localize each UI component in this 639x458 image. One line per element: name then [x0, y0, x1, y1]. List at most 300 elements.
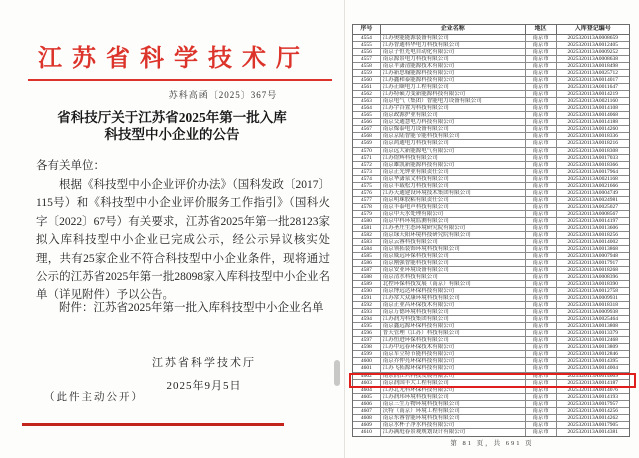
disclosure-note: （此件主动公开）: [44, 392, 144, 403]
table-row: [353, 239, 629, 246]
table-row: [353, 112, 629, 119]
serial-cell: 4595: [353, 323, 381, 329]
regno-cell: 2025320113A0014219: [567, 91, 619, 98]
company-name-cell: 南京中科环境监测有限公司: [381, 218, 526, 224]
table-row: [353, 126, 629, 133]
regno-cell: 2025320113A0014256: [567, 407, 619, 414]
serial-cell: 4587: [353, 267, 381, 273]
table-row: [353, 140, 629, 147]
regno-cell: 2025320113A0012846: [567, 351, 619, 358]
table-row: [353, 56, 629, 63]
company-name-cell: 南京润江兴科技发展有限公司: [381, 373, 526, 379]
serial-cell: 4600: [353, 358, 381, 364]
regno-cell: 2025320113A0018318: [567, 302, 619, 309]
company-name-cell: 江苏满庭春景观规划设计有限公司: [381, 429, 526, 436]
serial-cell: 4580: [353, 218, 381, 224]
company-name-cell: 江苏常大众康环境科技有限公司: [381, 295, 526, 301]
table-row: [353, 183, 629, 190]
table-row: [353, 302, 629, 309]
signature-block: [104, 354, 304, 393]
company-name-cell: 南京明珠胶粘有限责任公司: [381, 197, 526, 203]
region-cell: 南京市: [526, 365, 557, 371]
table-header-row: [353, 25, 629, 35]
regno-cell: 2025320113A0014076: [567, 386, 619, 393]
region-cell: 南京市: [526, 316, 557, 322]
region-cell: 南京市: [526, 63, 557, 69]
company-name-cell: 北控环保科技发展（南京）有限公司: [381, 281, 526, 287]
region-cell: 南京市: [526, 119, 557, 125]
serial-cell: 4607: [353, 408, 381, 414]
company-name-cell: 江苏中远春环保技术有限公司: [381, 344, 526, 350]
company-list-page: [345, 0, 639, 458]
company-name-cell: 江苏圣庄生态环境研究院有限公司: [381, 225, 526, 231]
table-row: [353, 35, 629, 42]
regno-cell: 2025320113A0018336: [567, 133, 619, 140]
serial-cell: 4555: [353, 42, 381, 48]
regno-cell: 2025320113A0018216: [567, 140, 619, 147]
serial-cell: 4565: [353, 112, 381, 118]
company-name-cell: 南京交通慧电力科技有限公司: [381, 119, 526, 125]
company-name-cell: 江苏宇谷置为科技有限公司: [381, 105, 526, 111]
serial-cell: 4561: [353, 84, 381, 90]
document-title: [26, 109, 318, 143]
bottom-red-rule: [22, 423, 284, 426]
regno-cell: 2025320113A0017957: [567, 400, 619, 407]
region-cell: 南京市: [526, 77, 557, 83]
regno-cell: 2025320113A0012468: [567, 337, 619, 344]
region-cell: 南京市: [526, 401, 557, 407]
serial-cell: 4603: [353, 380, 381, 386]
serial-cell: 4583: [353, 239, 381, 245]
table-row: [353, 365, 629, 372]
region-cell: 南京市: [526, 190, 557, 196]
table-row: [353, 63, 629, 70]
region-cell: 南京市: [526, 380, 557, 386]
company-name-cell: 南京绿天阳环境科技研究院有限公司: [381, 232, 526, 238]
table-row: [353, 105, 629, 112]
salutation: 各有关单位：: [36, 160, 105, 172]
body-paragraph: 根据《科技型中小企业评价办法》（国科发政〔2017〕115号）和《科技型中小企业评价服务工作指引》（国科火字〔2022〕67号）有关要求，江苏省2025年第一批28123家拟入库科技型中小企业已完成公示，经公示异议核实处理，共有25家企业不符合科技型中小企业条件，现将通过公示的江苏省2025年第一批28098家入库科技型中小企业名单（详见附件）予以公告。: [36, 179, 330, 302]
table-row: [353, 211, 629, 218]
region-cell: 南京市: [526, 140, 557, 146]
region-cell: 南京市: [526, 302, 557, 308]
serial-cell: 4562: [353, 91, 381, 97]
company-name-cell: 沃特（南京）环境工程有限公司: [381, 408, 526, 414]
serial-cell: 4601: [353, 365, 381, 371]
table-row: [353, 91, 629, 98]
region-cell: 南京市: [526, 351, 557, 357]
table-row: [353, 260, 629, 267]
table-row: [353, 119, 629, 126]
serial-cell: 4573: [353, 169, 381, 175]
table-row: [353, 351, 629, 358]
region-cell: 南京市: [526, 225, 557, 231]
regno-cell: 2025320113A0012405: [567, 42, 619, 49]
regno-cell: 2025320113A0025027: [567, 203, 619, 210]
company-name-cell: 江苏煜辉科技有限公司: [381, 155, 526, 161]
company-name-cell: 南京子恒光电自动化有限公司: [381, 49, 526, 55]
regno-cell: 2025320113A0021168: [567, 175, 618, 182]
table-row: [353, 148, 629, 155]
region-cell: 南京市: [526, 204, 557, 210]
company-name-cell: 南京万德环境科技有限公司: [381, 309, 526, 315]
serial-cell: 4585: [353, 253, 381, 259]
region-cell: 南京市: [526, 239, 557, 245]
serial-cell: 4592: [353, 302, 381, 308]
table-row: [353, 401, 629, 408]
table-row: [353, 162, 629, 169]
region-cell: 南京市: [526, 232, 557, 238]
table-row: [353, 155, 629, 162]
table-row: [353, 253, 629, 260]
company-name-cell: 南京源景电力科技有限公司: [381, 56, 526, 62]
company-name-cell: 南京水杯子净水科技有限公司: [381, 422, 526, 428]
company-name-cell: 南京乔仲亮环保科技有限公司: [381, 358, 526, 364]
table-row: [353, 267, 629, 274]
company-name-cell: 南京雄凯新能源科技有限公司: [381, 162, 526, 168]
regno-cell: 2025320113A0021666: [567, 182, 619, 189]
company-name-cell: 南京正光钟业有限责任公司: [381, 169, 526, 175]
serial-cell: 4589: [353, 281, 381, 287]
table-row: [353, 232, 629, 239]
region-cell: 南京市: [526, 218, 557, 224]
regno-cell: 2025320113A0013379: [567, 330, 619, 337]
company-name-cell: 江苏润玮环境科技有限公司: [381, 394, 526, 400]
regno-cell: 2025320113A0007948: [567, 252, 619, 259]
company-name-cell: 南京京陆智能节能科技有限公司: [381, 133, 526, 139]
region-cell: 南京市: [526, 387, 557, 393]
regno-cell: 2025320113A0014262: [567, 414, 619, 421]
region-cell: 南京市: [526, 344, 557, 350]
company-name-cell: 南京中天水处理有限公司: [381, 211, 526, 217]
serial-cell: 4588: [353, 274, 381, 280]
regno-cell: 2025320113A0017917: [567, 260, 619, 266]
company-name-cell: 南京刚强智能科技有限公司: [381, 260, 526, 266]
table-row: [353, 204, 629, 211]
regno-cell: 2025320113A0025712: [567, 70, 619, 77]
regno-cell: 2025320113A0014004: [567, 365, 619, 372]
regno-cell: 2025320113A0012758: [567, 288, 619, 295]
regno-cell: 2025320113A0004749: [567, 189, 619, 196]
table-row: [353, 225, 629, 232]
scrollbar-thumb[interactable]: [334, 360, 340, 386]
region-cell: 南京市: [526, 35, 557, 41]
region-cell: 南京市: [526, 288, 557, 294]
company-name-cell: 南京煤泰电力设备有限公司: [381, 126, 526, 132]
regno-cell: 2025320113A0017964: [567, 168, 619, 175]
table-row: [353, 288, 629, 295]
region-cell: 南京市: [526, 422, 557, 428]
region-cell: 南京市: [526, 183, 557, 189]
company-name-cell: 南京丰泰电声科技有限公司: [381, 204, 526, 210]
regno-cell: 2025320113A0009938: [567, 309, 619, 316]
region-cell: 南京市: [526, 394, 557, 400]
region-cell: 南京市: [526, 415, 557, 421]
regno-cell: 2025320113A0009931: [567, 295, 619, 302]
company-name-cell: 南京清水科技有限公司: [381, 274, 526, 280]
region-cell: 南京市: [526, 56, 557, 62]
company-name-cell: 南京远大新能源电气有限公司: [381, 148, 526, 154]
table-row: [353, 176, 629, 183]
region-cell: 南京市: [526, 274, 557, 280]
table-row: [353, 415, 629, 422]
serial-cell: 4604: [353, 387, 381, 393]
header-cell-company-name: 企业名称: [381, 25, 526, 34]
serial-cell: 4554: [353, 35, 381, 41]
regno-cell: 2025320113A0018256: [567, 231, 619, 238]
regno-cell: 2025320113A0021160: [567, 98, 618, 105]
regno-cell: 2025320113A0014260: [567, 126, 619, 133]
attachment-line: 附件：江苏省2025年第一批入库科技型中小企业名单: [59, 302, 324, 314]
regno-cell: 2025320113A0008638: [567, 56, 619, 63]
region-cell: 南京市: [526, 155, 557, 161]
table-row: [353, 408, 629, 415]
region-cell: 南京市: [526, 49, 557, 55]
regno-cell: 2025320113A0014002: [567, 238, 619, 245]
region-cell: 南京市: [526, 91, 557, 97]
regno-cell: 2025320113A0018308: [567, 147, 619, 154]
table-row: [353, 98, 629, 105]
serial-cell: 4579: [353, 211, 381, 217]
region-cell: 南京市: [526, 98, 557, 104]
regno-cell: 2025320113A0013868: [567, 245, 619, 252]
agency-name: 江苏省科学技术厅: [38, 46, 310, 72]
serial-cell: 4570: [353, 148, 381, 154]
regno-cell: 2025320113A0009252: [567, 49, 619, 56]
serial-cell: 4578: [353, 204, 381, 210]
serial-cell: 4586: [353, 260, 381, 266]
serial-cell: 4610: [353, 429, 381, 436]
table-row: [353, 49, 629, 56]
regno-cell: 2025320113A0018268: [567, 267, 619, 274]
sign-date: 2025年9月5日: [166, 380, 242, 392]
company-name-cell: 南京威远环保科技有限公司: [381, 253, 526, 259]
serial-cell: 4559: [353, 70, 381, 76]
regno-cell: 2025320113A0014193: [567, 393, 619, 400]
region-cell: 南京市: [526, 260, 557, 266]
company-name-cell: 江苏鑫和泰能源科技有限公司: [381, 77, 526, 83]
company-name-cell: 南京鸿通电力科技有限公司: [381, 140, 526, 146]
header-cell-serial: 序号: [353, 25, 381, 34]
table-row: [353, 309, 629, 316]
table-row: [353, 246, 629, 253]
region-cell: 南京市: [526, 169, 557, 175]
region-cell: 南京市: [526, 429, 557, 436]
table-row: [353, 316, 629, 323]
company-name-cell: 江苏奥能能源装备有限公司: [381, 35, 526, 41]
regno-cell: 2025320113A0013808: [567, 323, 619, 330]
signer-name: 江苏省科学技术厅: [152, 357, 256, 369]
table-row: [353, 169, 629, 176]
document-title-line2: 科技型中小企业的公告: [104, 127, 240, 142]
table-row: [353, 429, 629, 436]
serial-cell: 4590: [353, 288, 381, 294]
regno-cell: 2025320113A0018390: [567, 281, 619, 288]
region-cell: 南京市: [526, 253, 557, 259]
region-cell: 南京市: [526, 281, 557, 287]
company-name-cell: 南京电气（集团）智能电力设备有限公司: [381, 98, 526, 104]
table-row: [353, 84, 629, 91]
region-cell: 南京市: [526, 133, 557, 139]
region-cell: 南京市: [526, 246, 557, 252]
serial-cell: 4557: [353, 56, 381, 62]
table-row: [353, 394, 629, 401]
regno-cell: 2025320113A0008567: [567, 210, 619, 217]
company-name-cell: 江苏恒进环保科技有限公司: [381, 337, 526, 343]
company-name-cell: 江苏正颐电力工程有限公司: [381, 84, 526, 90]
table-row: [353, 190, 629, 197]
regno-cell: 2025320113A0017033: [567, 154, 619, 161]
company-name-cell: 南京丰载松力科技有限公司: [381, 183, 526, 189]
region-cell: 南京市: [526, 373, 557, 379]
serial-cell: 4574: [353, 176, 381, 182]
table-row: [353, 133, 629, 140]
serial-cell: 4560: [353, 77, 381, 83]
company-name-cell: 江苏智通科华电力科技有限公司: [381, 42, 526, 48]
regno-cell: 2025320113A0014187: [567, 379, 619, 386]
table-row: [353, 323, 629, 330]
table-row: [353, 337, 629, 344]
regno-cell: 2025320113A0014381: [567, 428, 619, 435]
company-name-cell: 南京正业昌环保技术有限公司: [381, 302, 526, 308]
region-cell: 南京市: [526, 337, 557, 343]
document-number: 苏科高函〔2025〕367号: [168, 90, 278, 100]
regno-cell: 2025320113A0013606: [567, 224, 619, 231]
serial-cell: 4606: [353, 401, 381, 407]
table-row: [353, 218, 629, 225]
serial-cell: 4563: [353, 98, 381, 104]
company-name-cell: 南京博远达环保科技有限公司: [381, 288, 526, 294]
header-cell-region: 地区: [526, 25, 557, 34]
table-row: [353, 70, 629, 77]
region-cell: 南京市: [526, 309, 557, 315]
serial-cell: 4605: [353, 394, 381, 400]
regno-cell: 2025320113A0014197: [567, 217, 619, 224]
header-cell-regno: 入库登记编号: [574, 26, 611, 32]
region-cell: 南京市: [526, 323, 557, 329]
table-row: [353, 344, 629, 351]
company-name-cell: 南京政源护业有限公司: [381, 112, 526, 118]
regno-cell: 2025320113A0008659: [567, 35, 619, 41]
serial-cell: 4608: [353, 415, 381, 421]
region-cell: 南京市: [526, 105, 557, 111]
regno-cell: 2025320113A0014609: [567, 372, 619, 379]
red-highlight-box: [349, 373, 636, 388]
company-name-cell: 南京润国丰大工程有限公司: [381, 380, 526, 386]
serial-cell: 4591: [353, 295, 381, 301]
page-footer: 第 81 页，共 691 页: [450, 440, 534, 447]
table-row: [353, 42, 629, 49]
serial-cell: 4609: [353, 422, 381, 428]
company-name-cell: 南京军立特节能科技有限公司: [381, 351, 526, 357]
region-cell: 南京市: [526, 162, 557, 168]
regno-cell: 2025320113A0013809: [567, 344, 619, 351]
company-name-cell: 南京华潇泉文科技有限公司: [381, 176, 526, 182]
serial-cell: 4597: [353, 337, 381, 343]
serial-cell: 4577: [353, 197, 381, 203]
regno-cell: 2025320113A0025464: [567, 316, 619, 323]
table-row: [353, 330, 629, 337]
regno-cell: 2025320113A0018366: [567, 161, 619, 168]
region-cell: 南京市: [526, 126, 557, 132]
company-name-cell: 江苏天通建设环境技术集团有限公司: [381, 190, 526, 196]
table-row: [353, 77, 629, 84]
serial-cell: 4596: [353, 330, 381, 336]
company-name-cell: 江苏飞拓源环保科技有限公司: [381, 365, 526, 371]
serial-cell: 4564: [353, 105, 381, 111]
serial-cell: 4598: [353, 344, 381, 350]
company-name-cell: 江苏新思翰能源科技有限公司: [381, 70, 526, 76]
region-cell: 南京市: [526, 211, 557, 217]
company-name-cell: 南京领拓装饰环境科技有限公司: [381, 246, 526, 252]
region-cell: 南京市: [526, 408, 557, 414]
serial-cell: 4568: [353, 133, 381, 139]
regno-cell: 2025320113A0014395: [567, 358, 619, 365]
serial-cell: 4566: [353, 119, 381, 125]
company-name-cell: 南京安亚环境设备有限公司: [381, 267, 526, 273]
regno-cell: 2025320113A0017905: [567, 421, 619, 428]
region-cell: 南京市: [526, 84, 557, 90]
region-cell: 南京市: [526, 295, 557, 301]
header-red-rule: [28, 79, 332, 81]
serial-cell: 4582: [353, 232, 381, 238]
region-cell: 南京市: [526, 176, 557, 182]
serial-cell: 4594: [353, 316, 381, 322]
regno-cell: 2025320113A0024981: [567, 196, 619, 203]
regno-cell: 2025320113A0018498: [567, 63, 619, 70]
company-name-cell: 江苏特硕力变新能源科技有限公司: [381, 91, 526, 97]
serial-cell: 4593: [353, 309, 381, 315]
region-cell: 南京市: [526, 42, 557, 48]
company-name-cell: 南京云睿科技有限公司: [381, 239, 526, 245]
serial-cell: 4558: [353, 63, 381, 69]
region-cell: 南京市: [526, 358, 557, 364]
table-row: [353, 281, 629, 288]
regno-cell: 2025320113A0014188: [567, 119, 619, 126]
regno-cell: 2025320113A0008396: [567, 274, 619, 281]
serial-cell: 4575: [353, 183, 381, 189]
regno-cell: 2025320113A0014017: [567, 77, 619, 84]
company-name-cell: 南京东睿智能环境科技有限公司: [381, 415, 526, 421]
serial-cell: 4571: [353, 155, 381, 161]
company-name-cell: 南京平潇清能源技术有限公司: [381, 63, 526, 69]
regno-cell: 2025320113A0014068: [567, 112, 619, 119]
region-cell: 南京市: [526, 148, 557, 154]
serial-cell: 4581: [353, 225, 381, 231]
table-row: [353, 295, 629, 302]
region-cell: 南京市: [526, 197, 557, 203]
regno-cell: 2025320113A0011647: [567, 84, 618, 91]
serial-cell: 4584: [353, 246, 381, 252]
serial-cell: 4556: [353, 49, 381, 55]
company-name-cell: 普天管理（江苏）科技有限公司: [381, 330, 526, 336]
region-cell: 南京市: [526, 70, 557, 76]
serial-cell: 4599: [353, 351, 381, 357]
company-name-cell: 江苏北光科环保科技有限公司: [381, 387, 526, 393]
company-name-cell: 南京鑫远源环保科技有限公司: [381, 323, 526, 329]
serial-cell: 4576: [353, 190, 381, 196]
region-cell: 南京市: [526, 330, 557, 336]
region-cell: 南京市: [526, 112, 557, 118]
document-title-line1: 省科技厅关于江苏省2025年第一批入库: [57, 110, 287, 125]
company-name-cell: 江苏润为科技集团有限公司: [381, 316, 526, 322]
serial-cell: 4569: [353, 140, 381, 146]
serial-cell: 4567: [353, 126, 381, 132]
company-name-cell: 南京三生万物环境科技有限公司: [381, 401, 526, 407]
table-row: [353, 358, 629, 365]
serial-cell: 4572: [353, 162, 381, 168]
regno-cell: 2025320113A0014108: [567, 105, 619, 112]
